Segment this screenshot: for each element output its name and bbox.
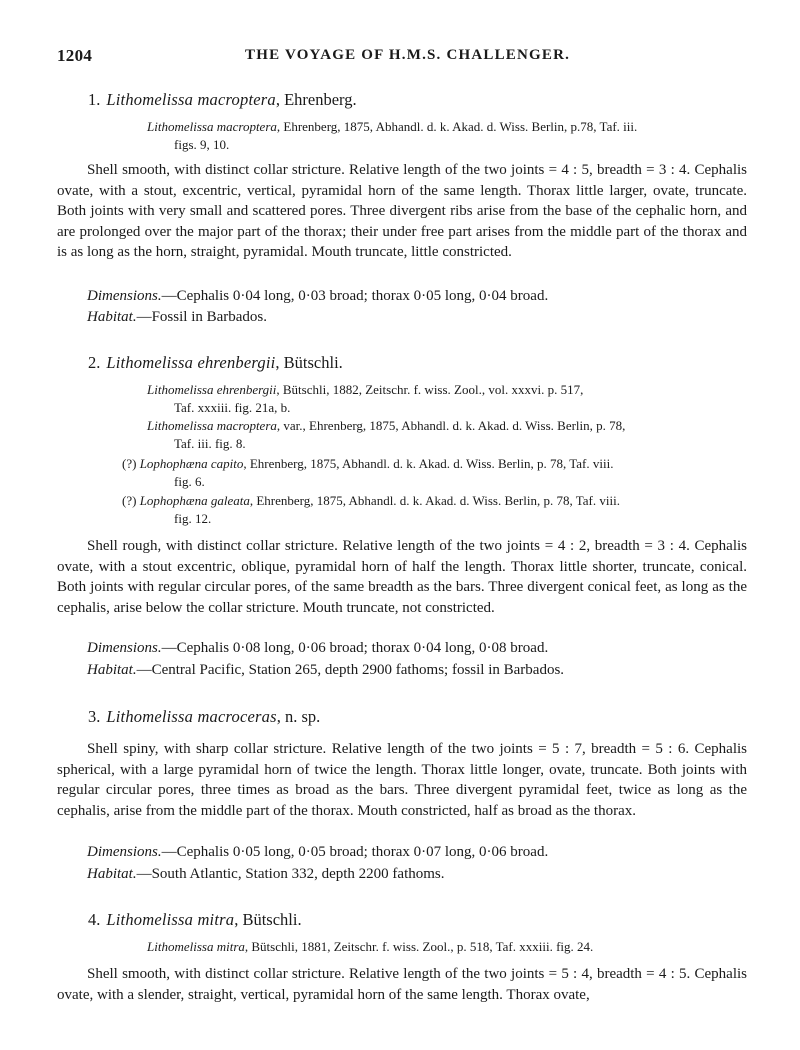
species-title: 2. Lithomelissa ehrenbergii, Bütschli. [88, 353, 343, 372]
synonym-reference: Lithomelissa macroptera, var., Ehrenberg, 1875, Abhandl. d. k. Akad. d. Wiss. Berlin, p. 78, [147, 418, 626, 433]
synonym-reference: Lithomelissa macroptera, Ehrenberg, 1875, Abhandl. d. k. Akad. d. Wiss. Berlin, p.78, Taf. iii. [147, 119, 638, 134]
dimensions: Dimensions.—Cephalis 0·05 long, 0·05 broad; thorax 0·07 long, 0·06 broad. [87, 844, 549, 860]
synonym-reference-cont: fig. 12. [174, 511, 212, 526]
synonym-reference-cont: Taf. xxxiii. fig. 21a, b. [174, 400, 291, 415]
species-description: Shell spiny, with sharp collar stricture. Relative length of the two joints = 5 : 7, breadth = 5 : 6. Cephalis spherical, with a large pyramidal horn of twice the length. Thorax little longer, ovate, truncate. Both joints with regular circular pores, three times as broad as the bars. Three divergent pyramidal feet, twice as long as the cephalis, arise from the middle part of the thorax. Mouth constricted, half as broad as the thorax. [57, 741, 747, 819]
synonym-reference-cont: fig. 6. [174, 474, 205, 489]
dimensions: Dimensions.—Cephalis 0·04 long, 0·03 broad; thorax 0·05 long, 0·04 broad. [87, 288, 549, 304]
page-header [57, 46, 760, 68]
running-title: THE VOYAGE OF H.M.S. CHALLENGER. [245, 47, 571, 63]
synonym-reference-cont: figs. 9, 10. [174, 137, 230, 152]
species-description: Shell smooth, with distinct collar stricture. Relative length of the two joints = 5 : 4, breadth = 4 : 5. Cephalis ovate, with a slender, straight, vertical, pyramidal horn of the same length. Thorax ovate, [57, 966, 747, 1003]
species-description: Shell rough, with distinct collar stricture. Relative length of the two joints = 4 : 2, breadth = 3 : 4. Cephalis ovate, with a stout excentric, oblique, pyramidal horn of half the length. Thorax little shorter, truncate, conical. Both joints with regular circular pores, of the same breadth as the bars. Three divergent conical feet, as long as the cephalis, arise below the collar stricture. Mouth truncate, not constricted. [57, 538, 747, 616]
synonym-reference-cont: Taf. iii. fig. 8. [174, 436, 246, 451]
habitat: Habitat.—South Atlantic, Station 332, depth 2200 fathoms. [87, 866, 445, 882]
habitat: Habitat.—Central Pacific, Station 265, depth 2900 fathoms; fossil in Barbados. [87, 662, 565, 678]
habitat: Habitat.—Fossil in Barbados. [87, 309, 268, 325]
page-number: 1204 [57, 46, 93, 65]
dimensions: Dimensions.—Cephalis 0·08 long, 0·06 broad; thorax 0·04 long, 0·08 broad. [87, 640, 549, 656]
synonym-reference: Lithomelissa ehrenbergii, Bütschli, 1882, Zeitschr. f. wiss. Zool., vol. xxxvi. p. 517, [147, 382, 584, 397]
species-description: Shell smooth, with distinct collar stricture. Relative length of the two joints = 4 : 5, breadth = 3 : 4. Cephalis ovate, with a stout, excentric, vertical, pyramidal horn of the same length. Thorax little larger, ovate, truncate. Both joints with very small and scattered pores. Three divergent ribs arise from the base of the cephalic horn, and are prolonged over the major part of the thorax; their under free part arises from the middle part of the thorax and is as long as the horn, straight, pyramidal. Mouth truncate, little constricted. [57, 162, 747, 261]
species-title: 4. Lithomelissa mitra, Bütschli. [88, 910, 302, 929]
synonym-reference: (?) Lophophæna galeata, Ehrenberg, 1875, Abhandl. d. k. Akad. d. Wiss. Berlin, p. 78, Taf. viii. [122, 493, 620, 508]
species-title: 3. Lithomelissa macroceras, n. sp. [88, 707, 321, 726]
synonym-reference: (?) Lophophæna capito, Ehrenberg, 1875, Abhandl. d. k. Akad. d. Wiss. Berlin, p. 78, Taf. viii. [122, 456, 614, 471]
synonym-reference: Lithomelissa mitra, Bütschli, 1881, Zeitschr. f. wiss. Zool., p. 518, Taf. xxxiii. fig. 24. [147, 939, 594, 954]
species-title: 1. Lithomelissa macroptera, Ehrenberg. [88, 90, 357, 109]
